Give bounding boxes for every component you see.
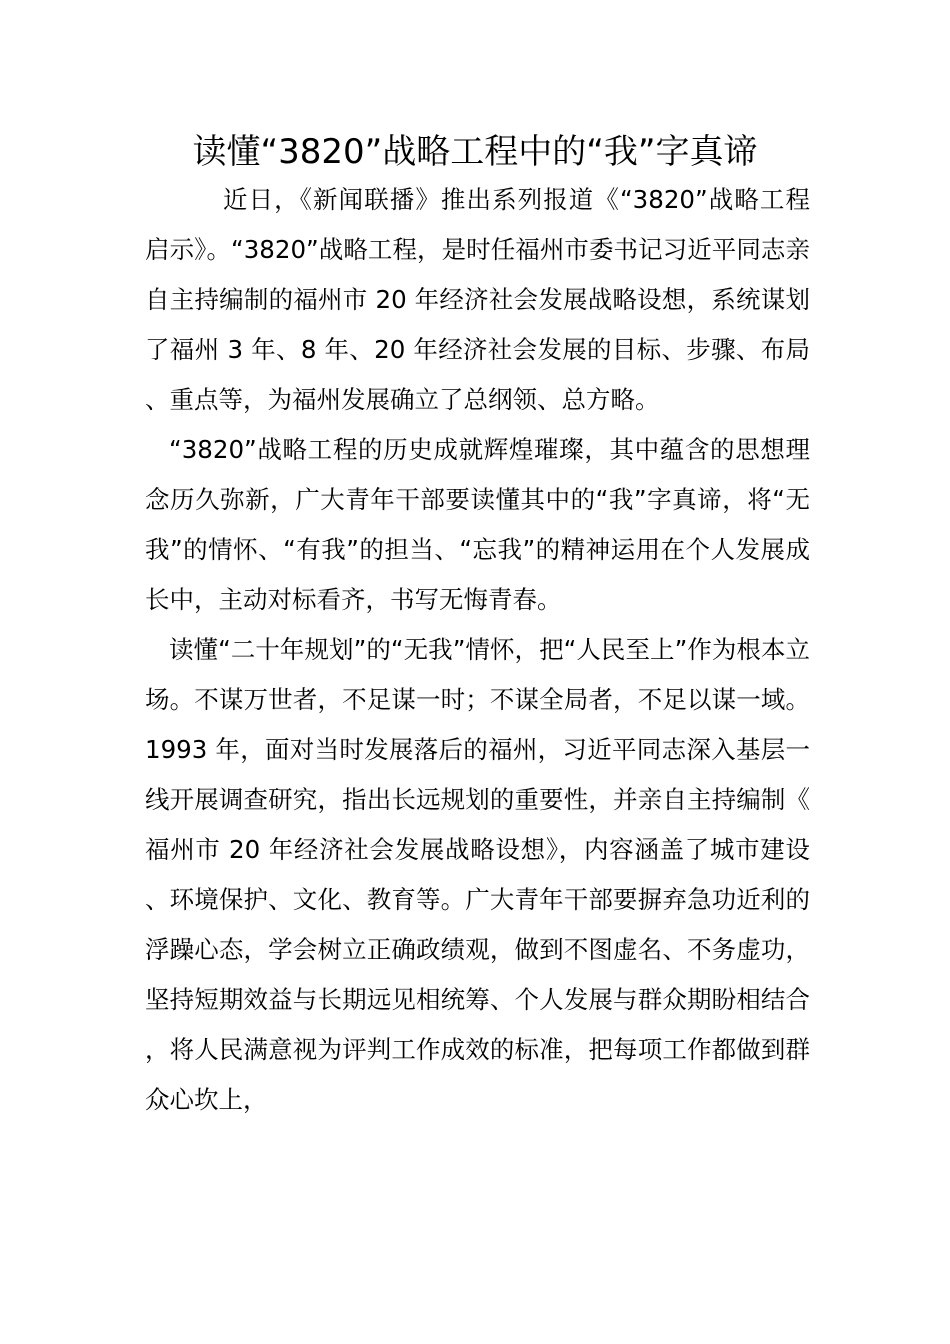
- paragraph-intro: 近日，《新闻联播》推出系列报道《“3820”战略工程启示》。“3820”战略工程，是时任福州市委书记习近平同志亲自主持编制的福州市 20 年经济社会发展战略设想，系统谋划了福州 3 年、8 年、20 年经济社会发展的目标、步骤、布局、重点等，为福州发展确立了总纲领、总方略。: [145, 185, 810, 414]
- paragraph-selfless-spirit: 读懂“二十年规划”的“无我”情怀，把“人民至上”作为根本立场。不谋万世者，不足谋一时；不谋全局者，不足以谋一域。1993 年，面对当时发展落后的福州，习近平同志深入基层一线开展调查研究，指出长远规划的重要性，并亲自主持编制《福州市 20 年经济社会发展战略设想》，内容涵盖了城市建设、环境保护、文化、教育等。广大青年干部要摒弃急功近利的浮躁心态，学会树立正确政绩观，做到不图虚名、不务虚功，坚持短期效益与长期远见相统筹、个人发展与群众期盼相结合，将人民满意视为评判工作成效的标准，把每项工作都做到群众心坎上，: [145, 635, 810, 1114]
- document-title: 读懂“3820”战略工程中的“我”字真谛: [192, 132, 758, 172]
- document-body: [145, 175, 810, 1125]
- paragraph-overview: “3820”战略工程的历史成就辉煌璀璨，其中蕴含的思想理念历久弥新，广大青年干部要读懂其中的“我”字真谛，将“无我”的情怀、“有我”的担当、“忘我”的精神运用在个人发展成长中，主动对标看齐，书写无悔青春。: [145, 435, 810, 614]
